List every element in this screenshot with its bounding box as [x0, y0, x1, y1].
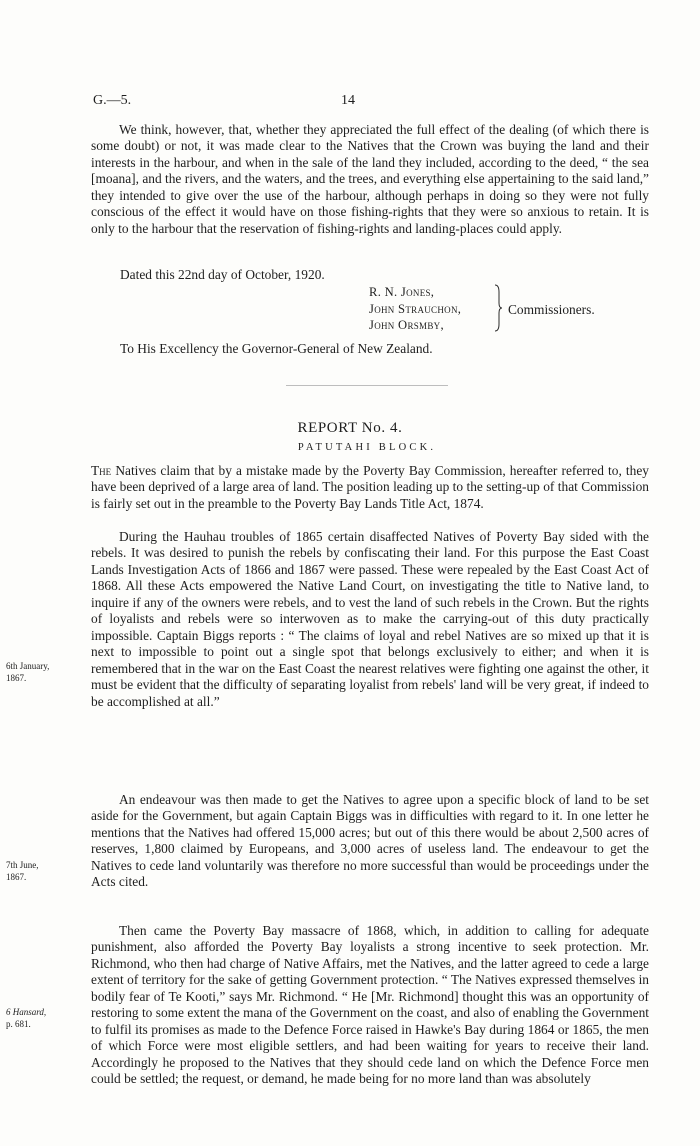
signatory-role: Commissioners.: [508, 302, 595, 317]
report-paragraph-4: Then came the Poverty Bay massacre of 1868, which, in addition to calling for adequate punishment, also afforded the Poverty Bay loyalists a strong incentive to seek protection. Mr. Richmond, who then had charge of Native Affairs, met the Natives, and the latter agreed to cede a large extent of territory for the sake of getting Government protection. “ The Natives expressed themselves in bodily fear of Te Kooti,” says Mr. Richmond. “ He [Mr. Richmond] thought this was an opportunity of restoring to some extent the mana of the Government on the coast, and also of enabling the Government to fulfil its promises as made to the Defence Force raised in Hawke's Bay during 1864 or 1865, the men of which Force were most eligible settlers, and had been waiting for years to receive their land. Accordingly he proposed to the Natives that they should cede land on which the Defence Force men could be settled; the request, or demand, he made being for no more land than was absolutely: [91, 923, 649, 1087]
addressee-line: To His Excellency the Governor-General of New Zealand.: [120, 341, 433, 356]
lead-word: The: [91, 463, 112, 478]
margin-note-line: p. 681.: [6, 1019, 31, 1029]
margin-note: [6, 660, 86, 684]
margin-note-line: 7th June,: [6, 860, 39, 870]
section-divider: [286, 385, 448, 386]
margin-note-line: 6 Hansard,: [6, 1007, 47, 1017]
margin-note-line: 1867.: [6, 673, 27, 683]
signatory-name: John Orsmby,: [369, 318, 444, 332]
signatory-name: R. N. Jones,: [369, 285, 435, 299]
signatory-list: [369, 284, 461, 334]
report-paragraph-1: [91, 463, 649, 512]
paragraph-text: Natives claim that by a mistake made by the Poverty Bay Commission, hereafter referred to, they have been deprived of a large area of land. The position leading up to the setting-up of that Commission is fairly set out in the preamble to the Poverty Bay Lands Title Act, 1874.: [91, 463, 649, 511]
margin-note-line: 6th January,: [6, 661, 50, 671]
margin-note-line: 1867.: [6, 872, 27, 882]
margin-note: [6, 859, 86, 883]
intro-paragraph: We think, however, that, whether they appreciated the full effect of the dealing (of which there is some doubt) or not, it was made clear to the Natives that the Crown was buying the land and their interests in the harbour, and when in the sale of the land they included, according to the deed, “ the sea [moana], and the rivers, and the waters, and the trees, and everything else appertaining to the said land,” they intended to give over the use of the harbour, although perhaps in doing so they were not fully conscious of the effect it would have on those fishing-rights that they were so anxious to retain. It is only to the harbour that the reservation of fishing-rights and landing-places could apply.: [91, 122, 649, 236]
document-reference: G.—5.: [93, 93, 132, 108]
report-title: REPORT No. 4.: [297, 420, 403, 436]
margin-note: [6, 1006, 86, 1030]
brace-symbol: [494, 284, 502, 332]
report-paragraph-3: An endeavour was then made to get the Natives to agree upon a specific block of land to be set aside for the Government, but again Captain Biggs was in difficulties with regard to it. In one letter he mentions that the Natives had offered 15,000 acres; but out of this there would be about 2,500 acres of reserves, 1,800 claimed by Europeans, and 3,000 acres of useless land. The endeavour to get the Natives to cede land voluntarily was therefore no more successful than would be proceedings under the Acts cited.: [91, 792, 649, 890]
report-paragraph-2: During the Hauhau troubles of 1865 certain disaffected Natives of Poverty Bay sided with the rebels. It was desired to punish the rebels by confiscating their land. For this purpose the East Coast Lands Investigation Acts of 1866 and 1867 were passed. These were repealed by the East Coast Act of 1868. All these Acts empowered the Native Land Court, on investigating the title to Native land, to inquire if any of the owners were rebels, and to vest the land of such rebels in the Crown. But the rights of loyalists and rebels were so interwoven as to make the carrying-out of this duty practically impossible. Captain Biggs reports : “ The claims of loyal and rebel Natives are so mixed up that it is next to impossible to point out a single spot that belongs exclusively to either; and when it is remembered that in the war on the East Coast the nearest relatives were fighting one against the other, it must be evident that the difficulty of separating loyalist from rebels' land will be very great, if indeed to be accomplished at all.”: [91, 529, 649, 709]
signatory-name: John Strauchon,: [369, 301, 462, 316]
page-number: 14: [341, 93, 355, 108]
dated-line: Dated this 22nd day of October, 1920.: [120, 267, 325, 282]
block-title: PATUTAHI BLOCK.: [297, 442, 437, 453]
